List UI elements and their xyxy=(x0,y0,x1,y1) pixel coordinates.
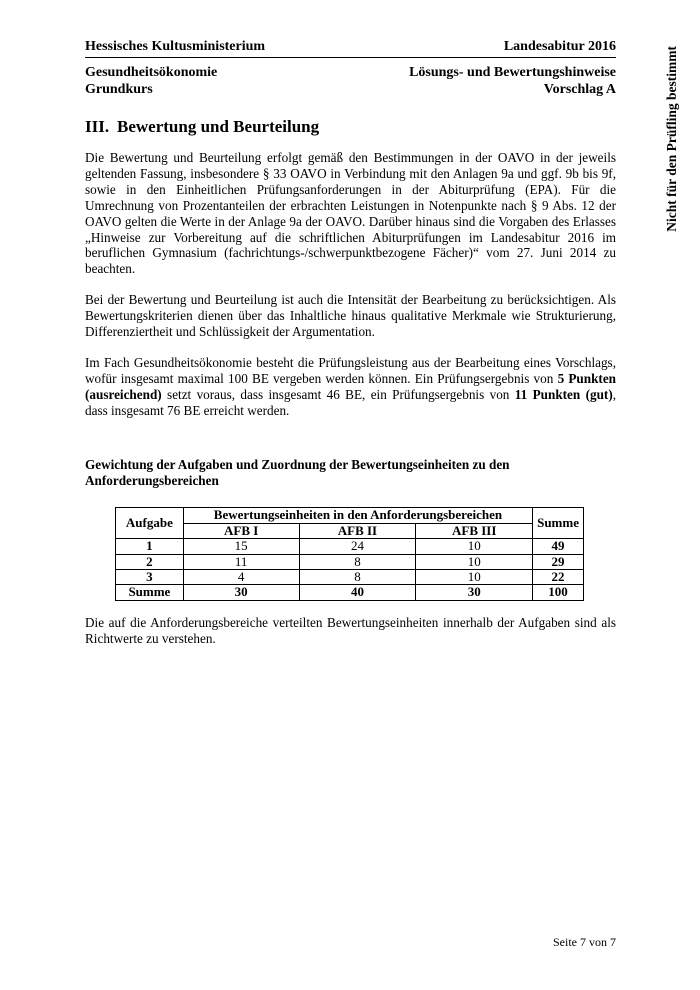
section-heading xyxy=(85,116,616,138)
page-number: Seite 7 von 7 xyxy=(553,935,616,949)
col-sum-header: Summe xyxy=(533,508,584,539)
paragraph-3-text-b: setzt voraus, dass insgesamt 46 BE, ein Prüfungsergebnis von xyxy=(161,386,515,402)
cell-task: 2 xyxy=(116,554,184,569)
cell-afb3: 30 xyxy=(416,585,533,600)
cell-task: 1 xyxy=(116,539,184,554)
cell-afb1: 30 xyxy=(183,585,299,600)
section-title: Bewertung und Beurteilung xyxy=(117,117,320,136)
cell-task: Summe xyxy=(116,585,184,600)
paragraph-3-text-c: , dass insgesamt 76 BE erreicht werden. xyxy=(85,386,617,418)
cell-afb2: 40 xyxy=(299,585,416,600)
exam-year: Landesabitur 2016 xyxy=(503,39,616,54)
cell-afb2: 8 xyxy=(299,570,416,585)
cell-afb3: 10 xyxy=(416,570,533,585)
scoring-table xyxy=(115,507,584,600)
doc-type: Lösungs- und Bewertungshinweise xyxy=(409,65,616,80)
paragraph-1: Die Bewertung und Beurteilung erfolgt gemäß den Bestimmungen in der OAVO in der jeweils geltenden Fassung, insbesondere § 33 OAVO in Verbindung mit den Anlagen 9a und ggf. 9b bis 9f, sowie in den Einheitlichen Prüfungsanforderungen in der Abiturprüfung (EPA). Für die Umrechnung von Prozentanteilen der erbrachten Leistungen in Notenpunkte nach § 9 Abs. 12 der OAVO gelten die Werte in der Anlage 9a der OAVO. Darüber hinaus sind die Vorgaben des Erlasses „Hinweise zur Vorbereitung auf die schriftlichen Abiturprüfungen im Landesabitur 2016 im beruflichen Gymnasium (fachrichtungs-/schwerpunktbezogene Fächer)“ vom 27. Juni 2014 zu beachten. xyxy=(85,150,616,277)
table-header-row xyxy=(116,508,584,523)
subject: Gesundheitsökonomie xyxy=(85,65,218,80)
cell-afb3: 10 xyxy=(416,554,533,569)
cell-afb1: 15 xyxy=(183,539,299,554)
paragraph-3-text-a: Im Fach Gesundheitsökonomie besteht die Prüfungsleistung aus der Bearbeitung eines Vorschlags, wofür insgesamt maximal 100 BE vergeben werden können. Ein Prüfungsergebnis von xyxy=(85,354,616,386)
cell-afb2: 24 xyxy=(299,539,416,554)
header-course-row xyxy=(85,81,616,98)
course: Grundkurs xyxy=(85,82,153,97)
table-subheader-row xyxy=(116,523,584,538)
table-note: Die auf die Anforderungsbereiche verteilten Bewertungseinheiten innerhalb der Aufgaben sind als Richtwerte zu verstehen. xyxy=(85,614,616,646)
cell-sum: 49 xyxy=(533,539,584,554)
cell-sum: 29 xyxy=(533,554,584,569)
cell-afb1: 4 xyxy=(183,570,299,585)
col-group-header: Bewertungseinheiten in den Anforderungsbereichen xyxy=(183,508,532,523)
table-row xyxy=(116,554,584,569)
paragraph-2: Bei der Bewertung und Beurteilung ist auch die Intensität der Bearbeitung zu berücksichtigen. Als Bewertungskriterien dienen über das Inhaltliche hinaus qualitative Merkmale wie Strukturierung, Differenziertheit und Schlüssigkeit der Argumentation. xyxy=(85,292,616,340)
section-number: III. xyxy=(85,117,110,136)
col-task-header: Aufgabe xyxy=(116,508,184,539)
cell-task: 3 xyxy=(116,570,184,585)
cell-afb3: 10 xyxy=(416,539,533,554)
proposal: Vorschlag A xyxy=(543,82,616,97)
header-top xyxy=(85,38,616,58)
table-title: Gewichtung der Aufgaben und Zuordnung der Bewertungseinheiten zu den Anforderungsbereichen xyxy=(85,456,510,488)
table-total-row xyxy=(116,585,584,600)
side-note xyxy=(657,38,687,240)
page xyxy=(85,38,616,647)
col-afb3-header: AFB III xyxy=(416,523,533,538)
cell-sum: 100 xyxy=(533,585,584,600)
col-afb1-header: AFB I xyxy=(183,523,299,538)
paragraph-3 xyxy=(85,355,616,419)
table-row xyxy=(116,570,584,585)
col-afb2-header: AFB II xyxy=(299,523,416,538)
paragraph-3-bold-a: 5 Punkten (ausreichend) xyxy=(85,370,617,402)
cell-sum: 22 xyxy=(533,570,584,585)
table-row xyxy=(116,539,584,554)
header-subject-row xyxy=(85,64,616,81)
cell-afb1: 11 xyxy=(183,554,299,569)
side-note-text: Nicht für den Prüfling bestimmt xyxy=(664,46,679,232)
ministry-name: Hessisches Kultusministerium xyxy=(85,39,266,54)
paragraph-3-bold-b: 11 Punkten (gut) xyxy=(514,386,613,402)
cell-afb2: 8 xyxy=(299,554,416,569)
